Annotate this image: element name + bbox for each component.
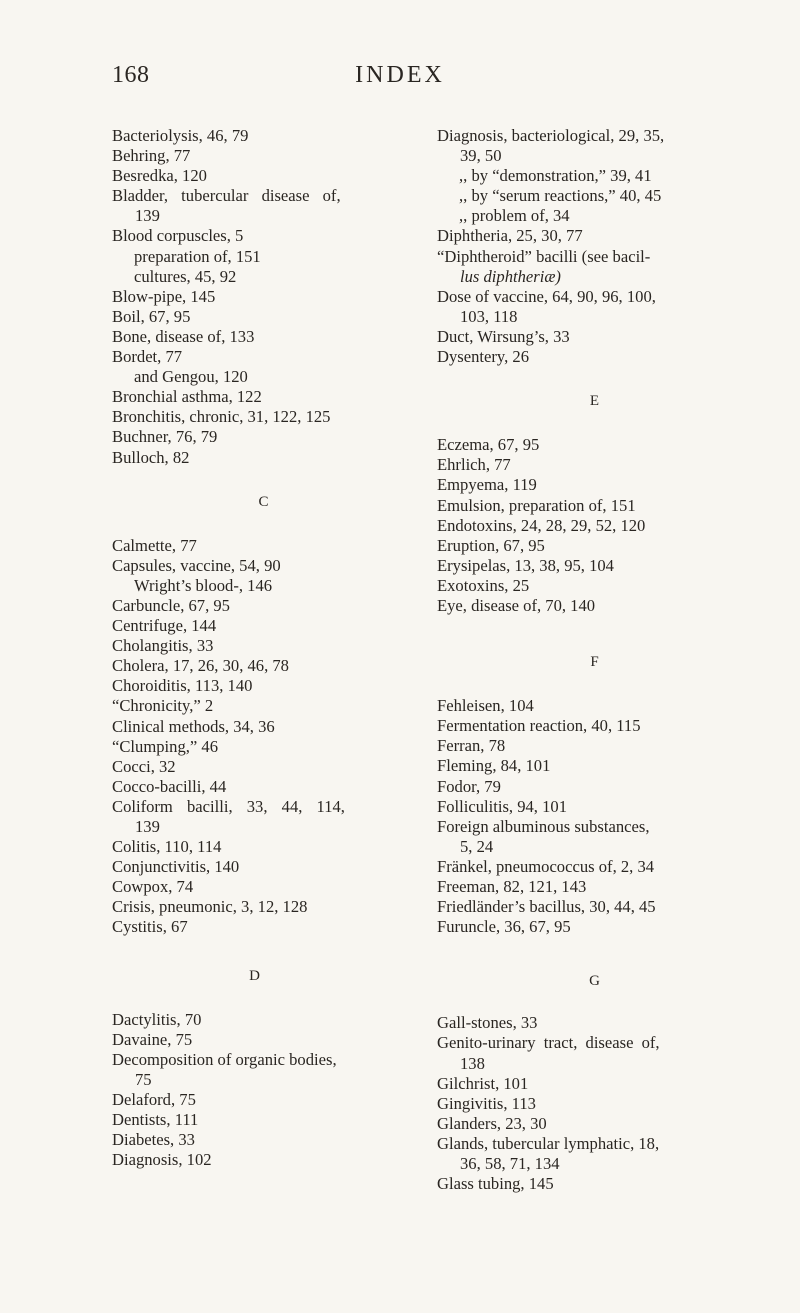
index-entry-continuation: 139 (135, 817, 160, 836)
index-subentry: ,, by “demonstration,” 39, 41 (459, 166, 652, 186)
index-entry: Cystitis, 67 (112, 917, 188, 937)
index-subentry: ,, by “serum reactions,” 40, 45 (459, 186, 662, 206)
index-entry: Choroiditis, 113, 140 (112, 676, 253, 696)
index-column-left (112, 126, 416, 1170)
index-entry: Clinical methods, 34, 36 (112, 716, 275, 736)
index-entry: Foreign albuminous substances, (437, 816, 650, 836)
index-subentry: preparation of, 151 (134, 246, 261, 266)
index-entry: Fehleisen, 104 (437, 696, 534, 716)
page-header (0, 62, 800, 102)
index-entry: Calmette, 77 (112, 535, 197, 555)
index-entry: Colitis, 110, 114 (112, 837, 222, 857)
index-subentry: and Gengou, 120 (134, 367, 248, 387)
index-entry: Dysentery, 26 (437, 347, 530, 367)
index-entry: Boil, 67, 95 (112, 306, 191, 326)
index-entry: Friedländer’s bacillus, 30, 44, 45 (437, 897, 656, 917)
section-letter-d: D (249, 967, 261, 984)
index-entry: Bladder, tubercular disease of, (112, 186, 341, 206)
index-entry: Endotoxins, 24, 28, 29, 52, 120 (437, 515, 646, 535)
index-entry: Centrifuge, 144 (112, 616, 217, 636)
index-entry: Diagnosis, 102 (112, 1150, 212, 1170)
index-entry: Behring, 77 (112, 146, 191, 166)
index-entry: Diphtheria, 25, 30, 77 (437, 226, 583, 246)
index-entry: Glands, tubercular lymphatic, 18, (437, 1133, 660, 1153)
index-entry: Fleming, 84, 101 (437, 756, 551, 776)
index-entry-continuation: 36, 58, 71, 134 (460, 1154, 560, 1174)
index-entry: Decomposition of organic bodies, (112, 1049, 337, 1069)
index-entry: “Diphtheroid” bacilli (see bacil- (437, 246, 651, 266)
index-entry: Blood corpuscles, 5 (112, 226, 244, 246)
index-entry-continuation: 75 (135, 1069, 152, 1089)
index-entry: Cowpox, 74 (112, 877, 194, 897)
index-entry: Gingivitis, 113 (437, 1093, 536, 1113)
index-entry: Bulloch, 82 (112, 447, 190, 467)
index-entry: Ferran, 78 (437, 736, 506, 756)
index-entry: Duct, Wirsung’s, 33 (437, 326, 570, 346)
index-subentry: ,, problem of, 34 (459, 206, 570, 226)
index-entry: Eye, disease of, 70, 140 (437, 595, 596, 615)
index-entry-continuation: 5, 24 (460, 836, 494, 856)
index-entry: Cocci, 32 (112, 756, 176, 776)
index-entry: Dose of vaccine, 64, 90, 96, 100, (437, 286, 656, 306)
index-entry: Ehrlich, 77 (437, 455, 511, 475)
section-letter-f: F (590, 654, 600, 671)
index-entry: Folliculitis, 94, 101 (437, 796, 567, 816)
index-entry: Bordet, 77 (112, 347, 183, 367)
index-entry: Conjunctivitis, 140 (112, 857, 240, 877)
index-entry: Capsules, vaccine, 54, 90 (112, 555, 281, 575)
index-entry: Empyema, 119 (437, 475, 537, 495)
index-entry: Coliform bacilli, 33, 44, 114, (112, 796, 345, 816)
index-entry: Diabetes, 33 (112, 1130, 195, 1150)
index-subentry: Wright’s blood-, 146 (134, 575, 273, 595)
index-entry: Eruption, 67, 95 (437, 535, 545, 555)
index-entry: Blow-pipe, 145 (112, 286, 216, 306)
index-entry: Fränkel, pneumococcus of, 2, 34 (437, 856, 655, 876)
index-entry: Freeman, 82, 121, 143 (437, 877, 587, 896)
index-entry: Fermentation reaction, 40, 115 (437, 716, 641, 736)
index-entry: Emulsion, preparation of, 151 (437, 495, 636, 515)
index-entry: Bone, disease of, 133 (112, 326, 255, 346)
index-column-right (437, 126, 753, 1194)
index-entry-continuation: lus diphtheriæ) (460, 266, 561, 286)
index-entry-continuation: 139 (135, 206, 160, 226)
index-entry: Crisis, pneumonic, 3, 12, 128 (112, 897, 308, 917)
index-entry: Dactylitis, 70 (112, 1009, 202, 1029)
index-entry: Fodor, 79 (437, 776, 501, 796)
index-subentry: cultures, 45, 92 (134, 266, 237, 286)
index-entry: Diagnosis, bacteriological, 29, 35, (437, 126, 665, 145)
index-entry: Cholangitis, 33 (112, 636, 214, 656)
index-entry: “Chronicity,” 2 (112, 696, 214, 716)
index-entry: Erysipelas, 13, 38, 95, 104 (437, 555, 614, 575)
index-entry: Glass tubing, 145 (437, 1174, 554, 1194)
index-entry: Delaford, 75 (112, 1090, 196, 1110)
index-entry: Bronchitis, chronic, 31, 122, 125 (112, 407, 331, 427)
section-letter-g: G (589, 973, 601, 990)
section-letter-c: C (258, 493, 270, 510)
index-entry-continuation: 138 (460, 1053, 485, 1073)
index-entry: Glanders, 23, 30 (437, 1113, 547, 1133)
section-letter-e: E (589, 393, 601, 410)
index-entry: Exotoxins, 25 (437, 575, 530, 595)
index-entry-continuation: 39, 50 (460, 146, 502, 166)
index-entry: Buchner, 76, 79 (112, 427, 218, 447)
index-entry: Besredka, 120 (112, 166, 207, 186)
page-number: 168 (112, 62, 150, 88)
index-entry: Carbuncle, 67, 95 (112, 595, 230, 615)
index-entry: Eczema, 67, 95 (437, 435, 540, 455)
index-entry: “Clumping,” 46 (112, 736, 219, 756)
index-entry: Gall-stones, 33 (437, 1013, 538, 1033)
index-entry: Dentists, 111 (112, 1110, 199, 1130)
index-entry-continuation: 103, 118 (460, 306, 518, 326)
index-entry: Furuncle, 36, 67, 95 (437, 917, 571, 937)
index-entry: Genito-urinary tract, disease of, (437, 1033, 660, 1053)
index-entry: Cocco-bacilli, 44 (112, 776, 227, 796)
page-title: INDEX (355, 62, 445, 88)
index-entry: Davaine, 75 (112, 1029, 193, 1049)
index-entry: Bronchial asthma, 122 (112, 387, 262, 407)
index-entry: Gilchrist, 101 (437, 1073, 529, 1093)
index-entry: Cholera, 17, 26, 30, 46, 78 (112, 656, 289, 676)
index-entry: Bacteriolysis, 46, 79 (112, 126, 249, 145)
